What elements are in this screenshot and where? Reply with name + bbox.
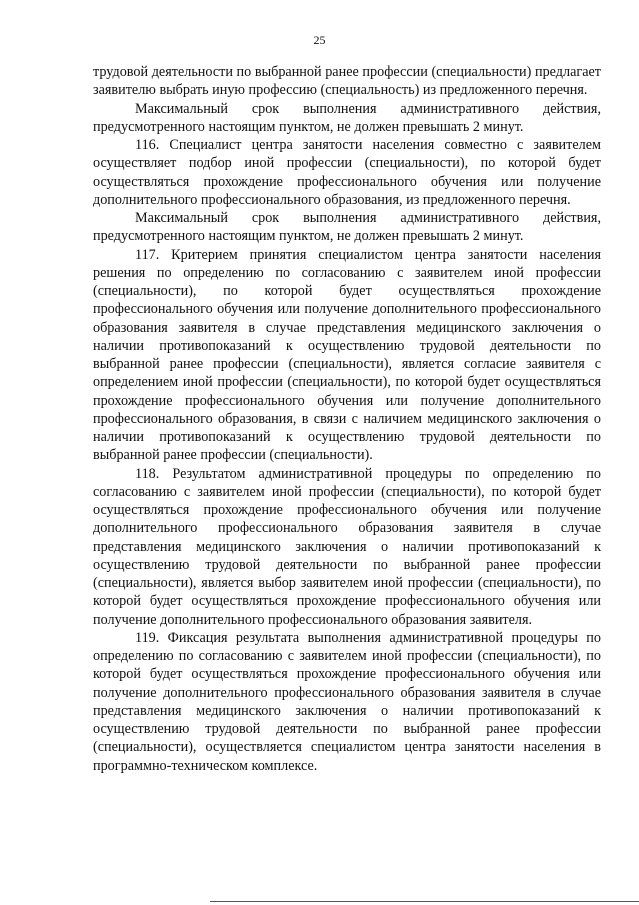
paragraph-max-time-2: Максимальный срок выполнения административного действия, предусмотренного настоящим пунктом, не должен превышать 2 минут. <box>93 210 601 245</box>
paragraph-116: 116. Специалист центра занятости населения совместно с заявителем осуществляет подбор иной профессии (специальности), по которой будет осуществляться прохождение профессионального обучения или получение дополнительного профессионального образования, из предложенного перечня. <box>93 137 601 208</box>
paragraph-118: 118. Результатом административной процедуры по определению по согласованию с заявителем иной профессии (специальности), по которой будет осуществляться прохождение профессионального обучения или получение дополнительного профессионального образования заявителя в случае представления медицинского заключения о наличии противопоказаний к осуществлению трудовой деятельности по выбранной ранее профессии (специальности), является выбор заявителем иной профессии (специальности), по которой будет осуществляться прохождение профессионального обучения или получение дополнительного профессионального образования заявителя. <box>93 465 601 628</box>
page-number: 25 <box>313 33 326 47</box>
paragraph-continuation: трудовой деятельности по выбранной ранее профессии (специальности) предлагает заявителю выбрать иную профессию (специальность) из предложенного перечня. <box>93 64 601 99</box>
paragraph-117: 117. Критерием принятия специалистом центра занятости населения решения по определению по согласованию с заявителем иной профессии (специальности), по которой будет осуществляться прохождение профессионального обучения или получение дополнительного профессионального образования заявителя в случае представления медицинского заключения о наличии противопоказаний к осуществлению трудовой деятельности по выбранной ранее профессии (специальности), является согласие заявителя с определением иной профессии (специальности), по которой будет осуществляться прохождение профессионального обучения или получение дополнительного профессионального образования, в связи с наличием медицинского заключения о наличии противопоказаний к осуществлению трудовой деятельности по выбранной ранее профессии (специальности). <box>93 246 601 464</box>
paragraph-119: 119. Фиксация результата выполнения административной процедуры по определению по согласованию с заявителем иной профессии (специальности), по которой будет осуществляться прохождение профессионального обучения или получение дополнительного профессионального образования заявителя в случае представления медицинского заключения о наличии противопоказаний к осуществлению трудовой деятельности по выбранной ранее профессии (специальности), осуществляется специалистом центра занятости населения в программно-техническом комплексе. <box>93 629 601 774</box>
paragraph-max-time-1: Максимальный срок выполнения административного действия, предусмотренного настоящим пунктом, не должен превышать 2 минут. <box>93 100 601 135</box>
document-body <box>93 63 601 775</box>
page-bottom-rule <box>210 901 639 902</box>
